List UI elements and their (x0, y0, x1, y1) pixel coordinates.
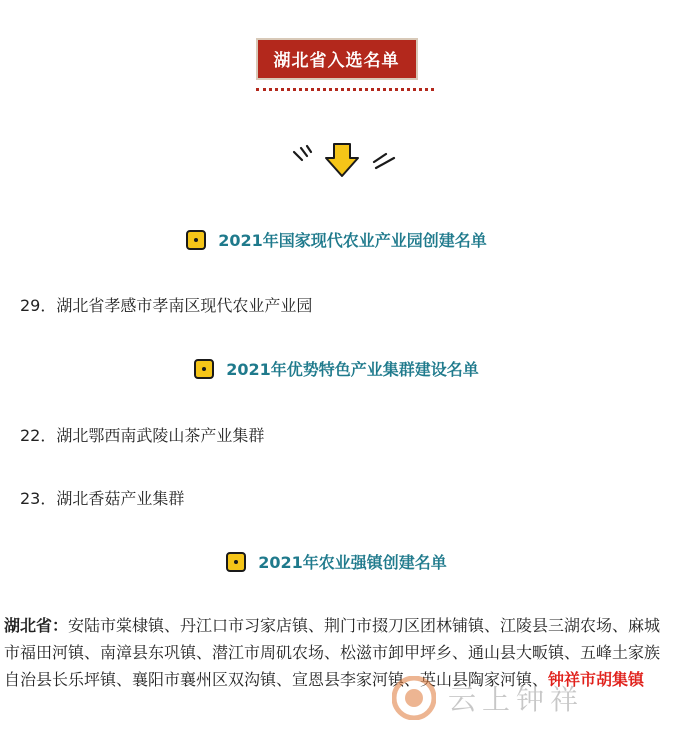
page-title: 湖北省入选名单 (256, 38, 418, 80)
town-list-text: 安陆市棠棣镇、丹江口市习家店镇、荆门市掇刀区团林铺镇、江陵县三湖农场、麻城市福田河镇、南漳县东巩镇、潜江市周矶农场、松滋市卸甲坪乡、通山县大畈镇、五峰土家族自治县长乐坪镇、襄阳市襄州区双沟镇、宣恩县李家河镇、英山县陶家河镇、 (4, 616, 661, 689)
highlighted-town: 钟祥市胡集镇 (548, 670, 645, 689)
title-banner (0, 38, 673, 80)
section-heading-industrial-park (0, 228, 673, 254)
down-arrow-icon (290, 140, 402, 180)
watermark-text: 云上钟祥 (448, 683, 585, 716)
bullet-box-icon (194, 359, 214, 379)
town-list-paragraph (4, 612, 672, 693)
province-label: 湖北省： (4, 616, 69, 635)
list-item: 29．湖北省孝感市孝南区现代农业产业园 (20, 296, 313, 315)
section-heading-text: 2021年农业强镇创建名单 (258, 553, 447, 572)
section-heading-text: 2021年优势特色产业集群建设名单 (226, 360, 479, 379)
title-divider (256, 88, 434, 91)
bullet-box-icon (186, 230, 206, 250)
list-item: 23．湖北香菇产业集群 (20, 489, 185, 508)
section-heading-industry-cluster (0, 357, 673, 383)
bullet-box-icon (226, 552, 246, 572)
section-heading-agri-town (0, 550, 673, 576)
section-heading-text: 2021年国家现代农业产业园创建名单 (218, 231, 487, 250)
list-item: 22．湖北鄂西南武陵山茶产业集群 (20, 426, 265, 445)
